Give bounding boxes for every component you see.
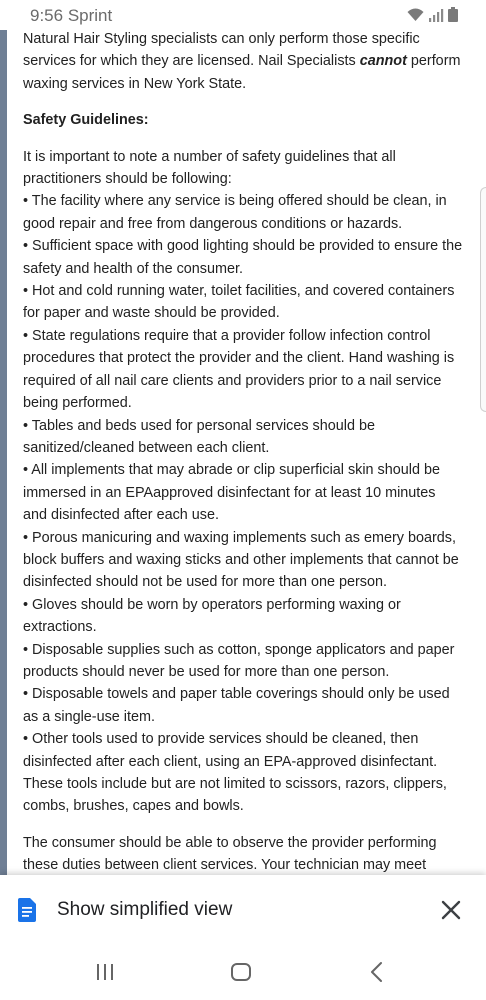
status-time	[30, 6, 112, 26]
list-item: • Sufficient space with good lighting should be provided to ensure the safety and health of the consumer.	[23, 238, 463, 277]
article-body	[23, 28, 463, 899]
home-icon[interactable]	[230, 961, 252, 983]
carrier-name: Sprint	[67, 6, 113, 25]
list-item: • Porous manicuring and waxing implements such as emery boards, block buffers and waxing sticks and other implements that cannot be disinfected should not be used for more than one person.	[23, 529, 459, 591]
clock-time: 9:56	[30, 6, 64, 25]
wifi-icon	[407, 8, 424, 22]
list-item: • Disposable supplies such as cotton, sponge applicators and paper products should never be used for more than one person.	[23, 641, 455, 680]
closing-paragraph: The consumer should be able to observe the provider performing these duties between client services. Your technician may meet	[23, 834, 437, 874]
list-item: • Hot and cold running water, toilet facilities, and covered containers for paper and waste should be provided.	[23, 283, 455, 322]
list-item: • The facility where any service is being offered should be clean, in good repair and free from dangerous conditions or hazards.	[23, 193, 447, 232]
edge-panel-handle[interactable]	[480, 187, 486, 412]
lead-paragraph: It is important to note a number of safety guidelines that all practitioners should be following:	[23, 148, 396, 188]
back-icon[interactable]	[368, 961, 386, 983]
list-item: • Gloves should be worn by operators performing waxing or extractions.	[23, 596, 401, 636]
simplified-view-bar[interactable]	[0, 875, 486, 947]
close-icon[interactable]	[441, 900, 461, 920]
status-icons	[407, 7, 458, 22]
safety-guidelines-list	[23, 190, 463, 817]
intro-emphasis: cannot	[359, 53, 407, 70]
web-page-content[interactable]	[0, 30, 486, 875]
recents-icon[interactable]	[95, 961, 115, 983]
intro-paragraph	[23, 28, 463, 95]
list-item: • All implements that may abrade or clip superficial skin should be immersed in an EPAapproved disinfectant for at least 10 minutes and disinfected after each use.	[23, 462, 440, 524]
list-item: • Tables and beds used for personal services should be sanitized/cleaned between each client.	[23, 417, 375, 456]
document-icon	[18, 898, 36, 922]
status-bar	[0, 0, 486, 30]
show-simplified-view-button[interactable]: Show simplified view	[57, 899, 233, 920]
battery-icon	[448, 7, 458, 22]
system-navigation-bar	[0, 947, 486, 1000]
page-left-border	[0, 30, 7, 875]
section-heading: Safety Guidelines:	[23, 112, 149, 129]
list-item: • Disposable towels and paper table coverings should only be used as a single-use item.	[23, 686, 450, 725]
list-item: • State regulations require that a provider follow infection control procedures that protect the provider and the client. Hand washing is required of all nail care clients and providers prior to a nail service being performed.	[23, 327, 455, 412]
signal-icon	[428, 8, 444, 22]
intro-text-2: perform waxing services in New York State.	[23, 53, 461, 92]
intro-text-1: Natural Hair Styling specialists can only perform those specific services for which they are licensed. Nail Specialists	[23, 31, 420, 70]
list-item: • Other tools used to provide services should be cleaned, then disinfected after each client, using an EPA-approved disinfectant. These tools include but are not limited to scissors, razors, clippers, combs, brushes, capes and bowls.	[23, 731, 447, 815]
